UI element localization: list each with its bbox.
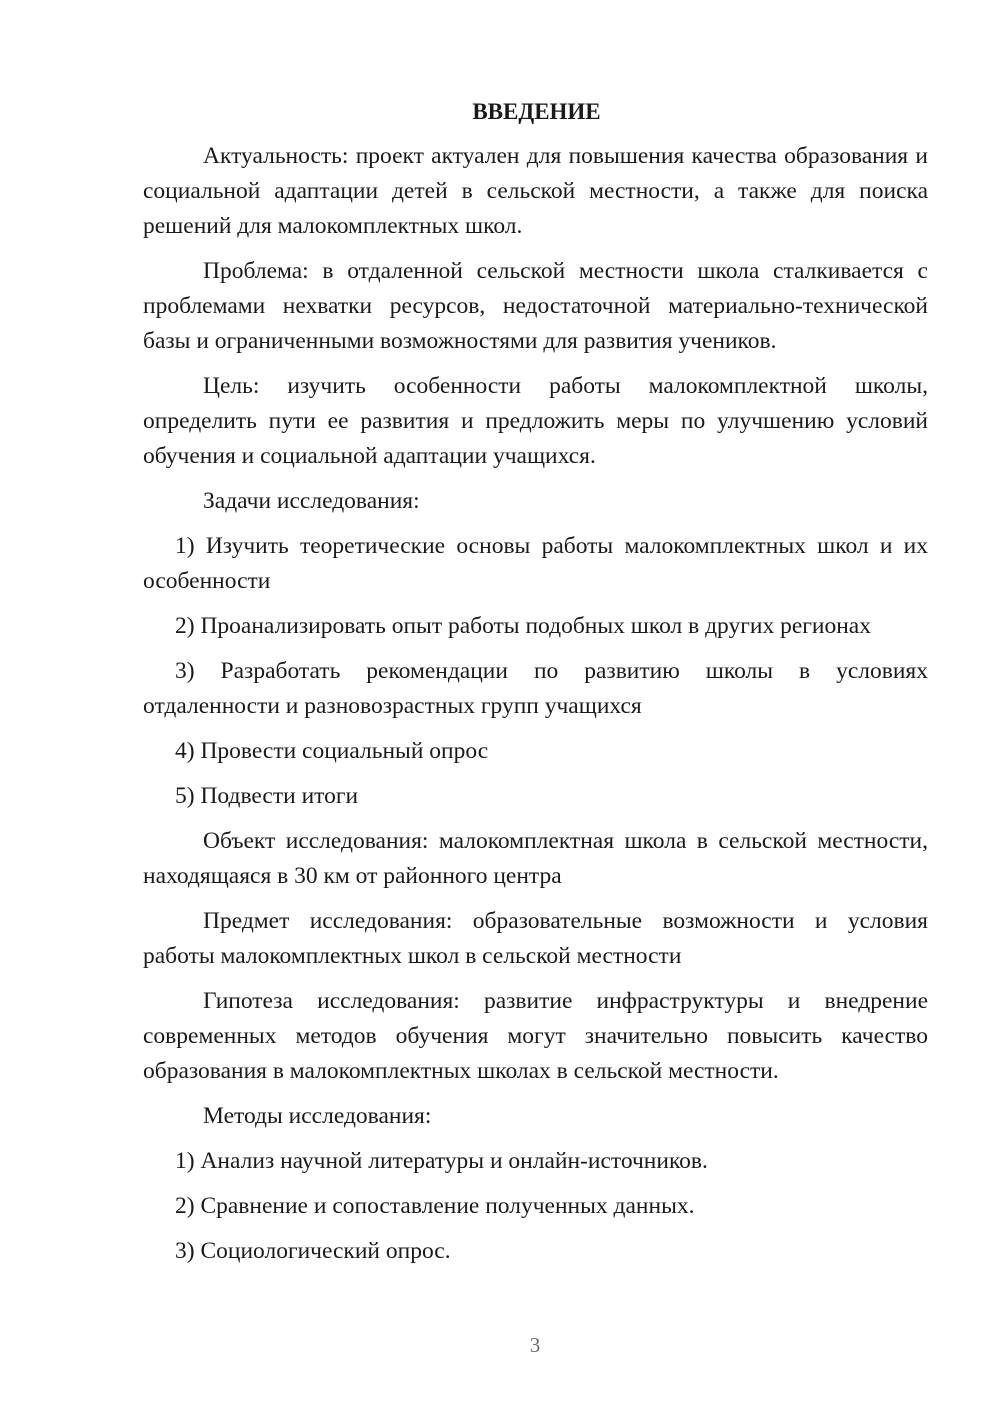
tasks-heading: Задачи исследования:	[203, 488, 420, 514]
method-item: 1) Анализ научной литературы и онлайн-источников.	[175, 1148, 708, 1174]
goal-paragraph: Цель: изучить особенности работы малокомплектной школы, определить пути ее развития и предложить меры по улучшению условий обучения и социальной адаптации учащихся.	[143, 373, 928, 469]
section-title: ВВЕДЕНИЕ	[472, 99, 601, 124]
page-number: 3	[529, 1333, 541, 1357]
task-item: 4) Провести социальный опрос	[175, 738, 489, 764]
relevance-paragraph: Актуальность: проект актуален для повышения качества образования и социальной адаптации детей в сельской местности, а также для поиска решений для малокомплектных школ.	[143, 143, 928, 239]
problem-paragraph: Проблема: в отдаленной сельской местности школа сталкивается с проблемами нехватки ресурсов, недостаточной материально-технической базы и ограниченными возможностями для развития учеников.	[143, 258, 928, 354]
hypothesis-paragraph: Гипотеза исследования: развитие инфраструктуры и внедрение современных методов обучения могут значительно повысить качество образования в малокомплектных школах в сельской местности.	[143, 988, 928, 1084]
subject-paragraph: Предмет исследования: образовательные возможности и условия работы малокомплектных школ в сельской местности	[143, 908, 928, 969]
methods-heading: Методы исследования:	[203, 1103, 432, 1129]
object-paragraph: Объект исследования: малокомплектная школа в сельской местности, находящаяся в 30 км от районного центра	[143, 828, 928, 889]
task-item: 3) Разработать рекомендации по развитию школы в условиях отдаленности и разновозрастных групп учащихся	[143, 658, 928, 719]
task-item: 2) Проанализировать опыт работы подобных школ в других регионах	[175, 613, 871, 639]
method-item: 2) Сравнение и сопоставление полученных данных.	[175, 1193, 695, 1219]
method-item: 3) Социологический опрос.	[175, 1238, 451, 1264]
task-item: 1) Изучить теоретические основы работы малокомплектных школ и их особенности	[143, 533, 928, 594]
task-item: 5) Подвести итоги	[175, 783, 359, 809]
page-content	[143, 94, 928, 1279]
